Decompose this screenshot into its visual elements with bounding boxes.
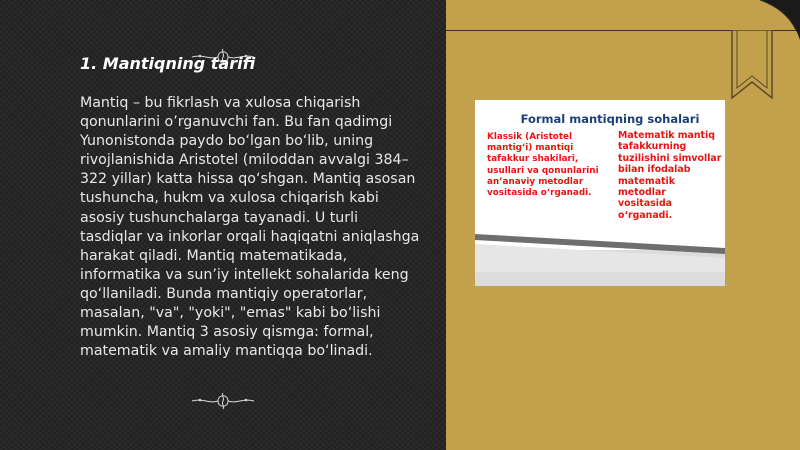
image-card-stripe xyxy=(475,232,725,272)
ornament-flourish-icon xyxy=(190,390,256,412)
bookmark-ribbon-icon xyxy=(730,30,774,100)
image-card-left-text: Klassik (Aristotel mantig‘i) mantiqi tafakkur shakilari, usullari va qonunlarini an’anaviy metodlar vositasida o‘rganadi. xyxy=(487,132,599,199)
slide-body-text: Mantiq – bu fikrlash va xulosa chiqarish qonunlarini o’rganuvchi fan. Bu fan qadimgi Yunonistonda paydo bo‘lgan bo‘lib, uning rivojlanishida Aristotel (miloddan avvalgi 384–322 yillar) katta hissa qo‘shgan. Mantiq asosan tushuncha, hukm va xulosa chiqarish kabi asosiy tushunchalarga tayanadi. U turli tasdiqlar va inkorlar orqali haqiqatni aniqlashga harakat qiladi. Mantiq matematikada, informatika va sun’iy intellekt sohalarida keng qo‘llaniladi. Bunda mantiqiy operatorlar, masalan, "va", "yoki", "emas" kabi bo‘lishi mumkin. Mantiq 3 asosiy qismga: formal, matematik va amaliy mantiqqa bo‘linadi. xyxy=(80,95,420,360)
slide-title: 1. Mantiqning tarifi xyxy=(80,54,256,73)
image-card-right-text: Matematik mantiq tafakkurning tuzilishini simvollar bilan ifodalab matematik metodlar vositasida o‘rganadi. xyxy=(618,130,722,221)
image-card xyxy=(475,100,725,286)
image-card-title: Formal mantiqning sohalari xyxy=(520,112,700,126)
